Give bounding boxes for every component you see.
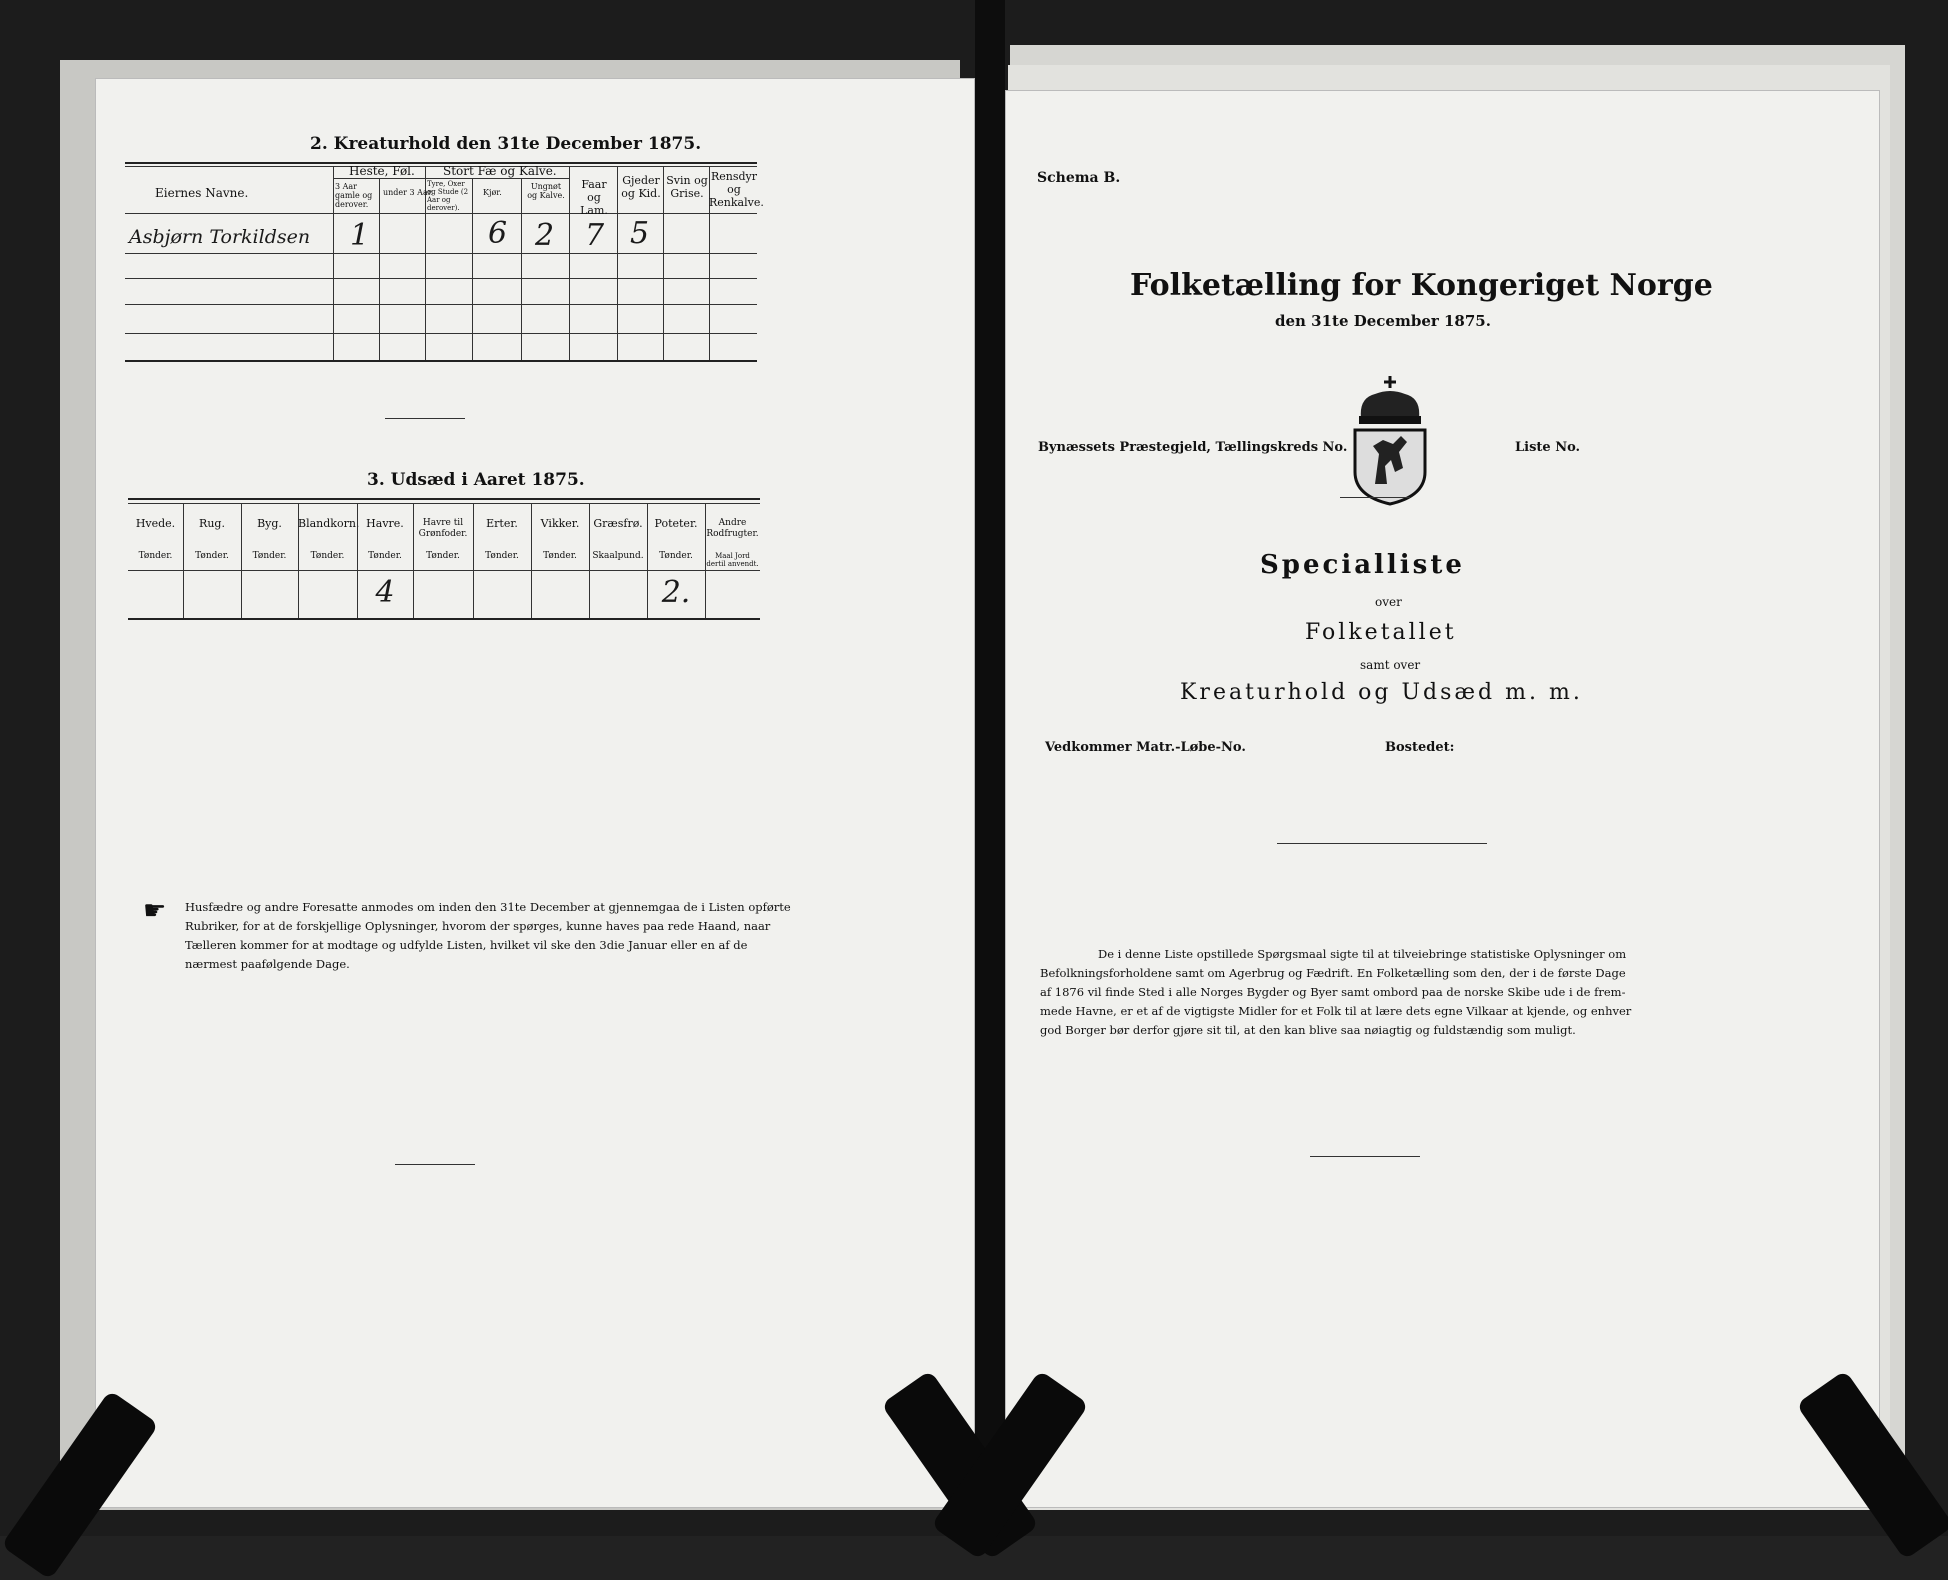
footer-line: mede Havne, er et af de vigtigste Midler for et Folk til at lære dets egne Vilkaar at kjende, og enhver — [1040, 1004, 1632, 1018]
sowing-table-head-sep — [128, 503, 760, 504]
livestock-col-line — [663, 166, 664, 360]
notice-line: Rubriker, for at de forskjellige Oplysninger, hvorom der spørges, kunne haves paa rede Haand, naar — [185, 919, 771, 933]
notice-line: Husfædre og andre Foresatte anmodes om inden den 31te December at gjennemgaa de i Listen opførte — [185, 900, 791, 914]
sheep-header: Faar og Lam. — [580, 178, 608, 217]
goats-header: Gjeder og Kid. — [621, 174, 661, 200]
sowing-col-unit: Tønder. — [426, 551, 460, 561]
sowing-col-header: Byg. — [257, 517, 282, 530]
sowing-col-unit: Tønder. — [195, 551, 229, 561]
footer-text — [1040, 945, 1840, 1040]
sheep-cell: 7 — [585, 218, 605, 253]
footer-line: god Borger bør derfor gjøre sit til, at den kan blive saa nøiagtig og fuldstændig som muligt. — [1040, 1023, 1576, 1037]
livestock-col-line — [569, 166, 570, 360]
census-date: den 31te December 1875. — [1275, 312, 1491, 330]
pigs-header: Svin og Grise. — [666, 174, 708, 200]
horse-under3-header: under 3 Aar. — [383, 188, 434, 197]
section-divider — [385, 418, 465, 419]
sowing-value-cell: 2. — [661, 575, 691, 610]
specialliste-title: Specialliste — [1260, 550, 1465, 580]
book-gutter — [975, 0, 1005, 1536]
horse-3y-cell: 1 — [350, 218, 370, 253]
sowing-col-unit: Tønder. — [368, 551, 402, 561]
sowing-col-header: Blandkorn. — [298, 517, 360, 530]
right-page — [1005, 90, 1880, 1508]
livestock-col-line — [617, 166, 618, 360]
sowing-col-header: Poteter. — [654, 517, 698, 530]
cattle-group-rule — [425, 178, 569, 179]
bottom-divider — [395, 1164, 475, 1165]
sowing-col-header: Andre Rodfrugter. — [706, 518, 759, 539]
owner-name-cell: Asbjørn Torkildsen — [129, 226, 311, 248]
livestock-table-bottom — [125, 360, 757, 362]
footer-line: De i denne Liste opstillede Spørgsmaal sigte til at tilveiebringe statistiske Oplysninger om — [1098, 947, 1627, 961]
cows-header: Kjør. — [483, 188, 502, 197]
left-page — [95, 78, 975, 1508]
livestock-col-line — [379, 178, 380, 360]
owner-header: Eiernes Navne. — [155, 186, 249, 200]
pointing-hand-icon: ☛ — [143, 896, 167, 926]
livestock-col-line — [472, 178, 473, 360]
liste-label: Liste No. — [1515, 440, 1581, 455]
goats-cell: 5 — [630, 216, 650, 251]
horses-group-header: Heste, Føl. — [349, 164, 415, 178]
notice-text — [185, 898, 791, 974]
livestock-col-line — [333, 166, 334, 360]
matr-label: Vedkommer Matr.-Løbe-No. — [1045, 740, 1246, 755]
sowing-col-header: Græsfrø. — [593, 517, 643, 530]
sowing-col-header: Vikker. — [540, 517, 580, 530]
footer-line: af 1876 vil finde Sted i alle Norges Bygder og Byer samt ombord paa de norske Skibe ude i de frem- — [1040, 985, 1626, 999]
census-title: Folketælling for Kongeriget Norge — [1130, 268, 1713, 303]
reindeer-header: Rensdyr og Renkalve. — [709, 170, 764, 209]
livestock-table-top — [125, 162, 757, 164]
sowing-col-unit: Maal Jord dertil anvendt. — [706, 552, 759, 568]
sowing-col-unit: Tønder. — [659, 551, 693, 561]
footer-divider — [1310, 1156, 1420, 1157]
young-cattle-header: Ungnøt og Kalve. — [527, 182, 565, 200]
sowing-col-unit: Tønder. — [543, 551, 577, 561]
horse-3y-header: 3 Aar gamle og derover. — [335, 182, 373, 209]
signature-line — [1277, 843, 1487, 844]
sowing-col-header: Havre. — [366, 517, 404, 530]
sowing-col-header: Rug. — [199, 517, 225, 530]
cattle-group-header: Stort Fæ og Kalve. — [443, 164, 557, 178]
over-text: over — [1375, 595, 1402, 609]
sowing-col-header: Hvede. — [135, 517, 176, 530]
bulls-header: Tyre, Oxer og Stude (2 Aar og derover). — [427, 180, 469, 212]
coat-of-arms-icon — [1345, 372, 1435, 507]
livestock-heading: 2. Kreaturhold den 31te December 1875. — [310, 134, 702, 154]
horses-group-rule — [333, 178, 425, 179]
schema-label: Schema B. — [1037, 170, 1121, 186]
kreaturhold-text: Kreaturhold og Udsæd m. m. — [1180, 680, 1583, 705]
notice-line: Tælleren kommer for at modtage og udfylde Listen, hvilket vil ske den 3die Januar eller en af de — [185, 938, 748, 952]
sowing-table-top — [128, 498, 760, 500]
sowing-col-unit: Tønder. — [310, 551, 345, 561]
livestock-col-line — [521, 178, 522, 360]
sowing-value-cell: 4 — [375, 575, 395, 610]
sowing-col-unit: Tønder. — [485, 551, 519, 561]
sowing-heading: 3. Udsæd i Aaret 1875. — [367, 470, 585, 490]
bosted-label: Bostedet: — [1385, 740, 1455, 755]
notice-line: nærmest paafølgende Dage. — [185, 957, 350, 971]
footer-line: Befolkningsforholdene samt om Agerbrug og Fædrift. En Folketælling som den, der i de første Dage — [1040, 966, 1626, 980]
sowing-col-unit: Tønder. — [252, 551, 287, 561]
sowing-table-head-bottom — [128, 570, 760, 571]
samt-over-text: samt over — [1360, 658, 1421, 672]
cows-cell: 6 — [488, 216, 508, 251]
sowing-col-header: Erter. — [486, 517, 518, 530]
folketallet-text: Folketallet — [1305, 620, 1457, 645]
sowing-col-unit: Skaalpund. — [592, 551, 644, 561]
title-divider — [1340, 497, 1410, 498]
parish-line: Bynæssets Præstegjeld, Tællingskreds No. — [1038, 440, 1348, 455]
sowing-col-header: Havre til Grønfoder. — [418, 518, 468, 539]
young-cattle-cell: 2 — [535, 218, 555, 253]
sowing-col-unit: Tønder. — [138, 551, 173, 561]
sowing-table-bottom — [128, 618, 760, 620]
